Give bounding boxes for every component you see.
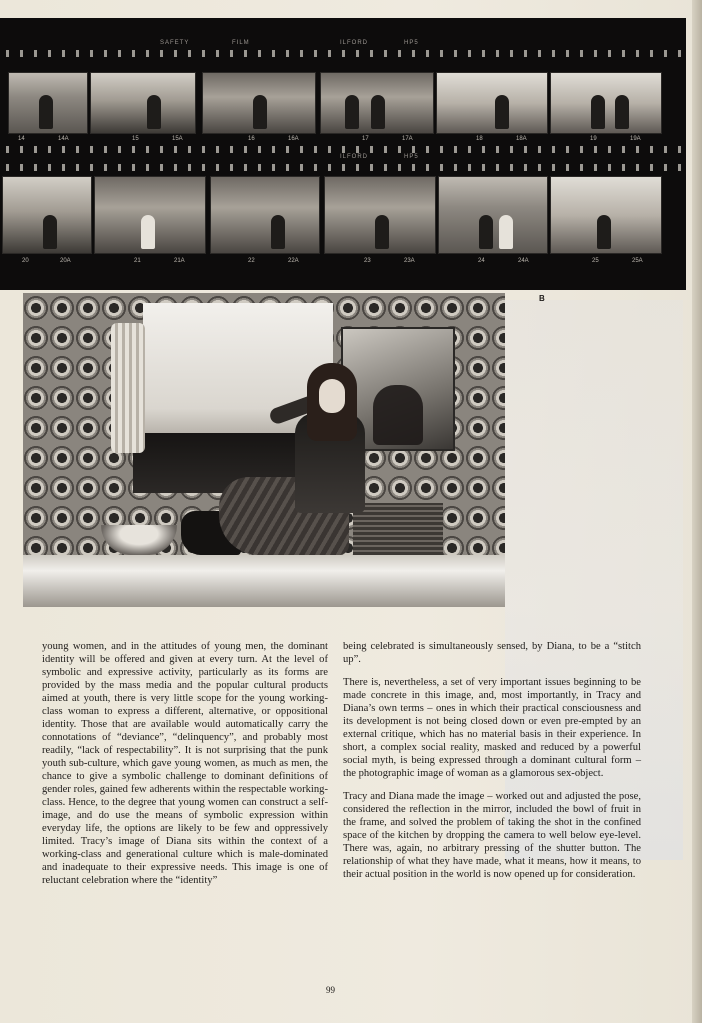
frame-number: 23A xyxy=(404,258,415,264)
frame-figure xyxy=(479,215,493,249)
mirror-reflection xyxy=(373,385,423,445)
paragraph: Tracy and Diana made the image – worked out and adjusted the pose, considered the reflection in the mirror, included the bowl of fruit in the frame, and solved the problem of taking the shot in the confined space of the kitchen by dropping the camera to well below eye-level. There was, again, no arbitrary pressing of the shutter button. The relationship of what they have made, what it means, how it means, to their actual position in the world is now opened up for consideration. xyxy=(343,791,641,880)
figure-label: B xyxy=(539,294,545,303)
film-strip-top xyxy=(0,36,686,154)
frame-number: 19 xyxy=(590,136,597,142)
film-strip-bottom xyxy=(0,154,686,278)
frame-figure xyxy=(271,215,285,249)
sprocket-holes xyxy=(0,164,686,171)
frame-number: 14 xyxy=(18,136,25,142)
text-column-left xyxy=(42,640,328,897)
frame-number: 21 xyxy=(134,258,141,264)
contact-frame xyxy=(8,72,88,134)
frame-number: 21A xyxy=(174,258,185,264)
frame-number: 25 xyxy=(592,258,599,264)
paragraph: There is, nevertheless, a set of very important issues beginning to be made concrete in this image, and, most importantly, in Tracy and Diana’s own terms – ones in which their practical consciousness and its development is not being closed down or even pre-empted by an external critique, which has no material basis in their experience. In short, a complex social reality, masked and reduced by a powerful social myth, is being expressed through a dominant cultural form – the photographic image of woman as a glamorous sex-object. xyxy=(343,677,641,779)
text-column-right xyxy=(343,640,641,891)
contact-frame xyxy=(550,176,662,254)
contact-frame xyxy=(436,72,548,134)
frame-figure xyxy=(615,95,629,129)
frame-number: 19A xyxy=(630,136,641,142)
contact-frame xyxy=(202,72,316,134)
film-edge-label: ILFORD xyxy=(340,154,369,160)
face xyxy=(319,379,345,413)
wicker-box xyxy=(353,503,443,555)
contact-frame xyxy=(324,176,436,254)
frame-number: 16A xyxy=(288,136,299,142)
frame-figure xyxy=(345,95,359,129)
frame-figure xyxy=(147,95,161,129)
frame-number: 25A xyxy=(632,258,643,264)
frame-number: 14A xyxy=(58,136,69,142)
frame-figure xyxy=(141,215,155,249)
frame-figure xyxy=(375,215,389,249)
frame-number: 17A xyxy=(402,136,413,142)
frame-figure xyxy=(495,95,509,129)
film-edge-label: ILFORD xyxy=(340,40,369,46)
frame-number: 15 xyxy=(132,136,139,142)
contact-frame xyxy=(210,176,320,254)
film-edge-label: FILM xyxy=(232,40,250,46)
film-edge-label: SAFETY xyxy=(160,40,190,46)
film-edge-label: HP5 xyxy=(404,40,419,46)
frame-number: 17 xyxy=(362,136,369,142)
frame-number: 20A xyxy=(60,258,71,264)
frame-number: 22A xyxy=(288,258,299,264)
frame-number: 18 xyxy=(476,136,483,142)
frame-figure xyxy=(43,215,57,249)
contact-frame xyxy=(438,176,548,254)
frame-number: 24 xyxy=(478,258,485,264)
frame-number: 22 xyxy=(248,258,255,264)
hanging-towel xyxy=(111,323,145,453)
sprocket-holes xyxy=(0,146,686,153)
contact-sheet xyxy=(0,18,686,290)
kitchen-counter xyxy=(23,555,505,607)
contact-frame xyxy=(2,176,92,254)
contact-frame xyxy=(550,72,662,134)
frame-figure xyxy=(39,95,53,129)
contact-frame xyxy=(94,176,206,254)
frame-number: 16 xyxy=(248,136,255,142)
sprocket-holes xyxy=(0,50,686,57)
frame-figure xyxy=(253,95,267,129)
kitchen-photograph xyxy=(23,293,505,607)
frame-figure xyxy=(499,215,513,249)
film-edge-label: HP5 xyxy=(404,154,419,160)
paragraph: young women, and in the attitudes of young men, the dominant identity will be offered and given at every turn. At the level of symbolic and expressive activity, particularly as its forms are provided by the mass media and the popular cultural products aimed at youth, there is very little scope for the young working-class woman to express a different, alternative, or oppositional identity. Those that are available would automatically carry the connotations of “deviance”, “delinquency”, and probably most readily, “lack of respectability”. It is not surprising that the punk youth sub-culture, which gave young women, as much as men, the chance to give a symbolic challenge to dominant definitions of gender roles, gained few adherents within the respectable working-class. Hence, to the degree that young women can construct a self-image, and do use the means of symbolic expression within everyday life, the options are likely to be few and oppressively limited. Tracy’s image of Diana sits within the context of a working-class and generational culture which is male-dominated and inadequate to their expressive needs. This image is one of reluctant celebration where the “identity” xyxy=(42,641,328,886)
frame-figure xyxy=(597,215,611,249)
frame-number: 23 xyxy=(364,258,371,264)
frame-figure xyxy=(591,95,605,129)
page-edge xyxy=(692,0,702,1023)
frame-figure xyxy=(371,95,385,129)
contact-frame xyxy=(90,72,196,134)
page-number: 99 xyxy=(326,985,335,995)
paragraph: being celebrated is simultaneously sensed, by Diana, to be a “stitch up”. xyxy=(343,641,641,665)
frame-number: 18A xyxy=(516,136,527,142)
frame-number: 20 xyxy=(22,258,29,264)
contact-frame xyxy=(320,72,434,134)
frame-number: 15A xyxy=(172,136,183,142)
frame-number: 24A xyxy=(518,258,529,264)
